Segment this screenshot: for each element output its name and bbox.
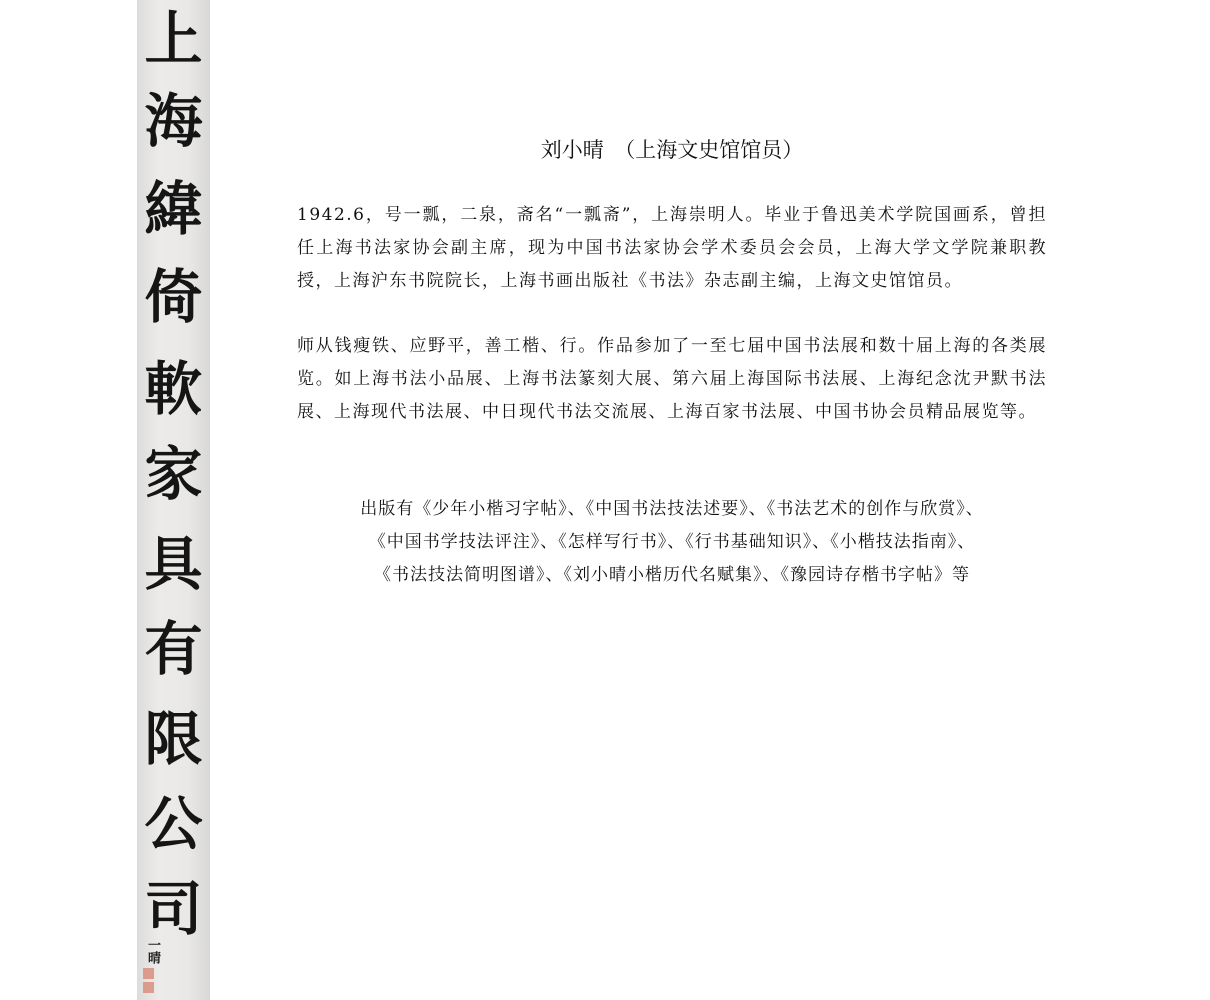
publications-line: 出版有《少年小楷习字帖》、《中国书法技法述要》、《书法艺术的创作与欣赏》、 (360, 499, 984, 519)
calligraphy-char: 具 (144, 530, 203, 598)
calligraphy-char: 公 (144, 790, 203, 858)
calligraphy-char: 海 (144, 87, 203, 155)
page-title: 刘小晴 （上海文史馆馆员） (540, 138, 804, 162)
seal-stamp (143, 968, 154, 979)
calligraphy-char: 司 (144, 875, 203, 943)
calligraphy-char: 家 (144, 440, 203, 508)
publications-line: 《书法技法简明图谱》、《刘小晴小楷历代名赋集》、《豫园诗存楷书字帖》等 (374, 565, 970, 585)
bio-paragraph: 1942.6，号一瓢，二泉，斋名“一瓢斋”，上海崇明人。毕业于鲁迅美术学院国画系，曾担任上海书法家协会副主席，现为中国书法家协会学术委员会会员，上海大学文学院兼职教授，上海沪东书院院长，上海书画出版社《书法》杂志副主编，上海文史馆馆员。 (297, 205, 1047, 291)
seal-stamp (143, 982, 154, 993)
calligraphy-char: 倚 (144, 263, 203, 331)
calligraphy-char: 軟 (144, 355, 203, 423)
artist-signature: 一晴 (145, 938, 160, 964)
calligraphy-char: 上 (144, 5, 203, 73)
exhibitions-paragraph: 师从钱瘦铁、应野平，善工楷、行。作品参加了一至七届中国书法展和数十届上海的各类展览。如上海书法小品展、上海书法篆刻大展、第六届上海国际书法展、上海纪念沈尹默书法展、上海现代书法展、中日现代书法交流展、上海百家书法展、中国书协会员精品展览等。 (297, 336, 1047, 422)
calligraphy-char: 有 (144, 615, 203, 683)
calligraphy-char: 限 (144, 705, 203, 773)
publications-line: 《中国书学技法评注》、《怎样写行书》、《行书基础知识》、《小楷技法指南》、 (368, 532, 976, 552)
calligraphy-char: 緯 (144, 175, 203, 243)
calligraphy-scroll-image (137, 0, 210, 1000)
publications-paragraph (297, 493, 1047, 592)
